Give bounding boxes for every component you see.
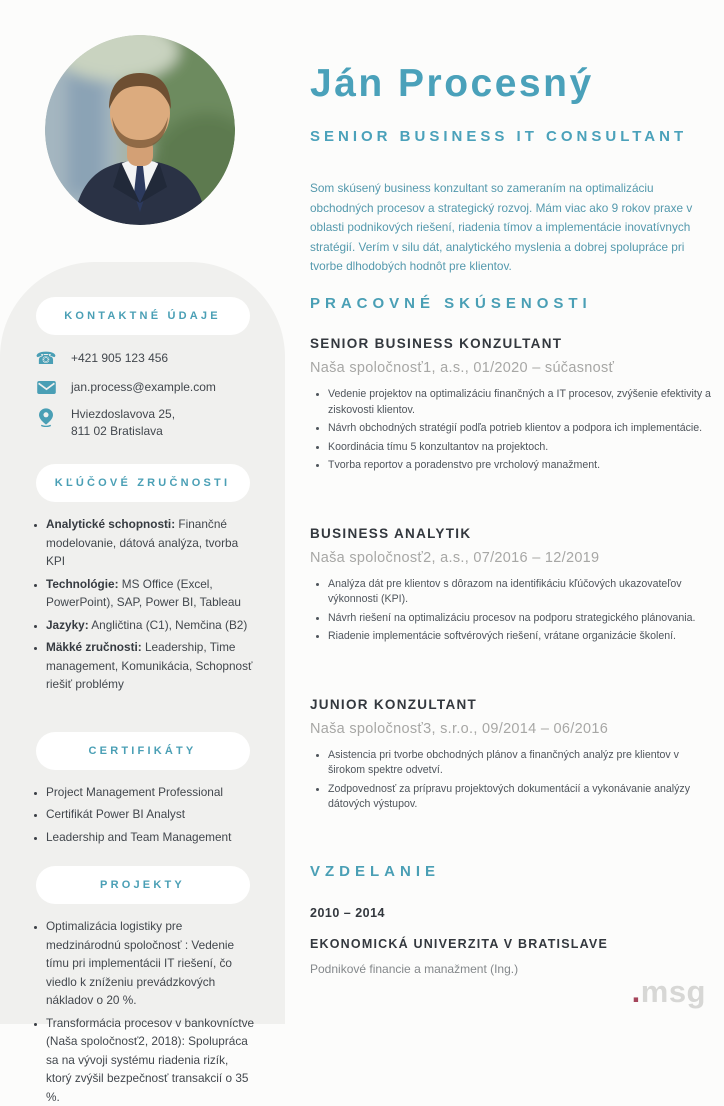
- job-title: SENIOR BUSINESS KONZULTANT: [310, 336, 714, 351]
- address-line-2: 811 02 Bratislava: [71, 424, 163, 438]
- msg-logo-text: msg: [641, 974, 706, 1009]
- certificates-section-heading: CERTIFIKÁTY: [36, 732, 250, 770]
- skill-item: [46, 515, 257, 571]
- skill-label: Jazyky:: [46, 618, 89, 632]
- contact-list: [34, 349, 257, 440]
- skill-text: Leadership, Time management, Komunikácia, Schopnosť riešiť problémy: [46, 640, 252, 691]
- profile-summary: Som skúsený business konzultant so zameraním na optimalizáciu obchodných procesov a strategický rozvoj. Mám viac ako 9 rokov praxe v oblasti podnikových riešení, riadenia tímov a implementácie inovatívnych stratégií. Verím v silu dát, analytického myslenia a dobrej spolupráce pri tvorbe dlhodobých hodnôt pre klientov.: [310, 179, 702, 277]
- education-degree: Podnikové financie a manažment (Ing.): [310, 962, 714, 976]
- job-bullet-list: [316, 577, 714, 645]
- certificate-item: • Project Management Professional: [46, 783, 257, 802]
- profile-photo-illustration: [45, 35, 235, 225]
- skill-label: Technológie:: [46, 577, 119, 591]
- job-bullet-list: [316, 748, 714, 813]
- skill-text: Angličtina (C1), Nemčina (B2): [89, 618, 248, 632]
- msg-logo: [632, 974, 706, 1010]
- contact-section-heading: KONTAKTNÉ ÚDAJE: [36, 297, 250, 335]
- education-heading: VZDELANIE: [310, 863, 714, 880]
- skill-item: [46, 616, 257, 635]
- skill-text: Finančné modelovanie, dátová analýza, tvorba KPI: [46, 517, 238, 568]
- skill-item: [46, 638, 257, 694]
- job-entry-senior-business-konzultant: [310, 336, 714, 474]
- job-title: JUNIOR KONZULTANT: [310, 697, 714, 712]
- header: [310, 62, 710, 277]
- msg-logo-dot: .: [632, 974, 641, 1009]
- job-bullet: • Tvorba reportov a poradenstvo pre vrcholový manažment.: [328, 458, 714, 474]
- address-line-1: Hviezdoslavova 25,: [71, 407, 175, 421]
- main-column: [310, 295, 714, 976]
- skill-item: [46, 575, 257, 612]
- skills-list: [32, 515, 257, 694]
- job-bullet: • Riadenie implementácie softvérových riešení, vrátane organizácie školení.: [328, 629, 714, 645]
- contact-phone-row: [34, 349, 257, 369]
- sidebar: [0, 262, 285, 1024]
- job-company-dates: Naša spoločnosť1, a.s., 01/2020 – súčasnosť: [310, 360, 714, 376]
- job-entry-business-analytik: [310, 526, 714, 645]
- certificate-item: • Leadership and Team Management: [46, 828, 257, 847]
- projects-list: [32, 917, 257, 1106]
- job-bullet: • Vedenie projektov na optimalizáciu finančných a IT procesov, zvýšenie efektivity a ziskovosti klientov.: [328, 387, 714, 418]
- projects-section-heading: PROJEKTY: [36, 866, 250, 904]
- job-entry-junior-konzultant: [310, 697, 714, 813]
- person-job-title: SENIOR BUSINESS IT CONSULTANT: [310, 128, 710, 145]
- postal-address: [71, 405, 175, 440]
- profile-photo: [45, 35, 235, 225]
- skill-text: MS Office (Excel, PowerPoint), SAP, Power BI, Tableau: [46, 577, 241, 610]
- email-icon: [34, 379, 58, 394]
- skills-section-heading: KĽÚČOVÉ ZRUČNOSTI: [36, 464, 250, 502]
- education-section: [310, 863, 714, 976]
- job-bullet: • Koordinácia tímu 5 konzultantov na projektoch.: [328, 440, 714, 456]
- education-period: 2010 – 2014: [310, 906, 714, 920]
- job-bullet: • Analýza dát pre klientov s dôrazom na identifikáciu kľúčových ukazovateľov výkonnosti (KPI).: [328, 577, 714, 608]
- job-company-dates: Naša spoločnosť3, s.r.o., 09/2014 – 06/2016: [310, 721, 714, 737]
- job-bullet: • Návrh riešení na optimalizáciu procesov na podporu strategického plánovania.: [328, 611, 714, 627]
- contact-address-row: [34, 405, 257, 440]
- skill-label: Analytické schopnosti:: [46, 517, 175, 531]
- experience-heading: PRACOVNÉ SKÚSENOSTI: [310, 295, 714, 312]
- job-bullet-list: [316, 387, 714, 474]
- project-item: • Transformácia procesov v bankovníctve (Naša spoločnosť2, 2018): Spolupráca sa na vývoji systému riadenia rizík, ktorý zvýšil bezpečnosť transakcií o 35 %.: [46, 1014, 257, 1106]
- certificates-list: [32, 783, 257, 847]
- job-bullet: • Návrh obchodných stratégií podľa potrieb klientov a podpora ich implementácie.: [328, 421, 714, 437]
- location-icon: [34, 406, 58, 427]
- job-bullet: • Zodpovednosť za prípravu projektových dokumentácií a vykonávanie analýzy dátových výstupov.: [328, 782, 714, 813]
- contact-email-row: [34, 378, 257, 396]
- phone-icon: ☎: [34, 350, 58, 369]
- phone-number: +421 905 123 456: [71, 349, 168, 367]
- certificate-item: • Certifikát Power BI Analyst: [46, 805, 257, 824]
- job-company-dates: Naša spoločnosť2, a.s., 07/2016 – 12/2019: [310, 550, 714, 566]
- job-bullet: • Asistencia pri tvorbe obchodných plánov a finančných analýz pre klientov v širokom spektre odvetví.: [328, 748, 714, 779]
- person-name: Ján Procesný: [310, 62, 710, 106]
- job-title: BUSINESS ANALYTIK: [310, 526, 714, 541]
- email-address[interactable]: jan.process@example.com: [71, 378, 216, 396]
- project-item: • Optimalizácia logistiky pre medzinárodnú spoločnosť : Vedenie tímu pri implementácii IT riešení, čo viedlo k zníženiu prevádzkových nákladov o 20 %.: [46, 917, 257, 1010]
- skill-label: Mäkké zručnosti:: [46, 640, 142, 654]
- education-school: EKONOMICKÁ UNIVERZITA V BRATISLAVE: [310, 937, 714, 951]
